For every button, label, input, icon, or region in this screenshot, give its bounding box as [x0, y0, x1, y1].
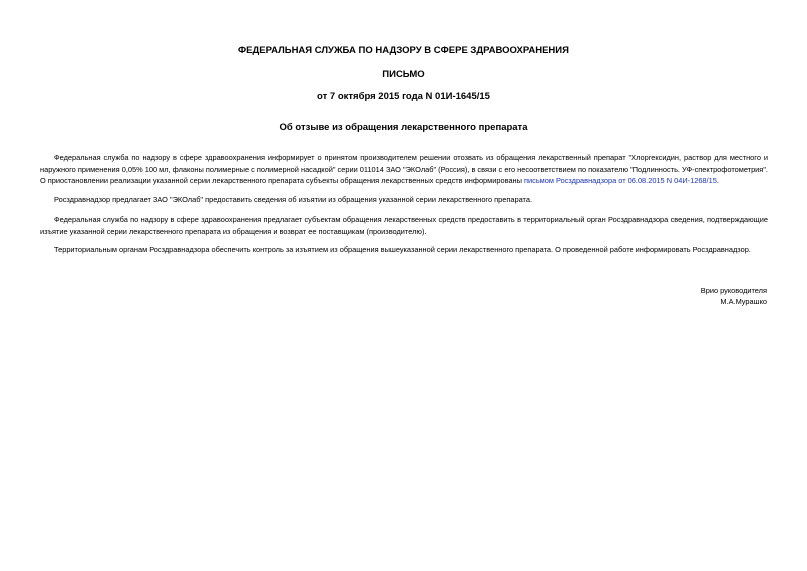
signature-name: М.А.Мурашко	[720, 297, 767, 306]
paragraph-ekolab-request: Росздравнадзор предлагает ЗАО "ЭКОлаб" предоставить сведения об изъятии из обращения указанной серии лекарственного препарата.	[54, 195, 532, 204]
document-subject-heading: Об отзыве из обращения лекарственного препарата	[279, 122, 528, 133]
signature-role: Врио руководителя	[700, 286, 767, 295]
paragraph-text: Федеральная служба по надзору в сфере здравоохранения информирует о принятом производителем решении отозвать из обращения лекарственный препарат "Хлоргексидин, раствор для местного и наружного применения 0,05% 100 мл, флаконы полимерные с полимерной насадкой" серии 011014 ЗАО "ЭКОлаб" (Россия), в связи с его несоответствием по показателю "Подлинность. УФ-спектрофотометрия". О приостановлении реализации указанной серии лекарственного препарата субъекты обращения лекарственных средств информированы	[40, 153, 768, 185]
organization-heading: ФЕДЕРАЛЬНАЯ СЛУЖБА ПО НАДЗОРУ В СФЕРЕ ЗДРАВООХРАНЕНИЯ	[238, 45, 569, 56]
document-type-heading: ПИСЬМО	[382, 69, 425, 80]
document-date-heading: от 7 октября 2015 года N 01И-1645/15	[317, 91, 490, 102]
paragraph-recall-notice	[40, 152, 768, 187]
paragraph-text: .	[716, 176, 719, 185]
paragraph-territorial-control: Территориальным органам Росздравнадзора обеспечить контроль за изъятием из обращения вышеуказанной серии лекарственного препарата. О проведенной работе информировать Росздравнадзор.	[54, 245, 751, 254]
roszdravnadzor-letter-link[interactable]: письмом Росздравнадзора от 06.08.2015 N 04И-1268/15	[524, 176, 717, 185]
paragraph-subjects-request: Федеральная служба по надзору в сфере здравоохранения предлагает субъектам обращения лекарственных средств предоставить в территориальный орган Росздравнадзора сведения, подтверждающие изъятие указанной серии лекарственного препарата из обращения и возврат ее поставщикам (производителю).	[40, 215, 768, 236]
